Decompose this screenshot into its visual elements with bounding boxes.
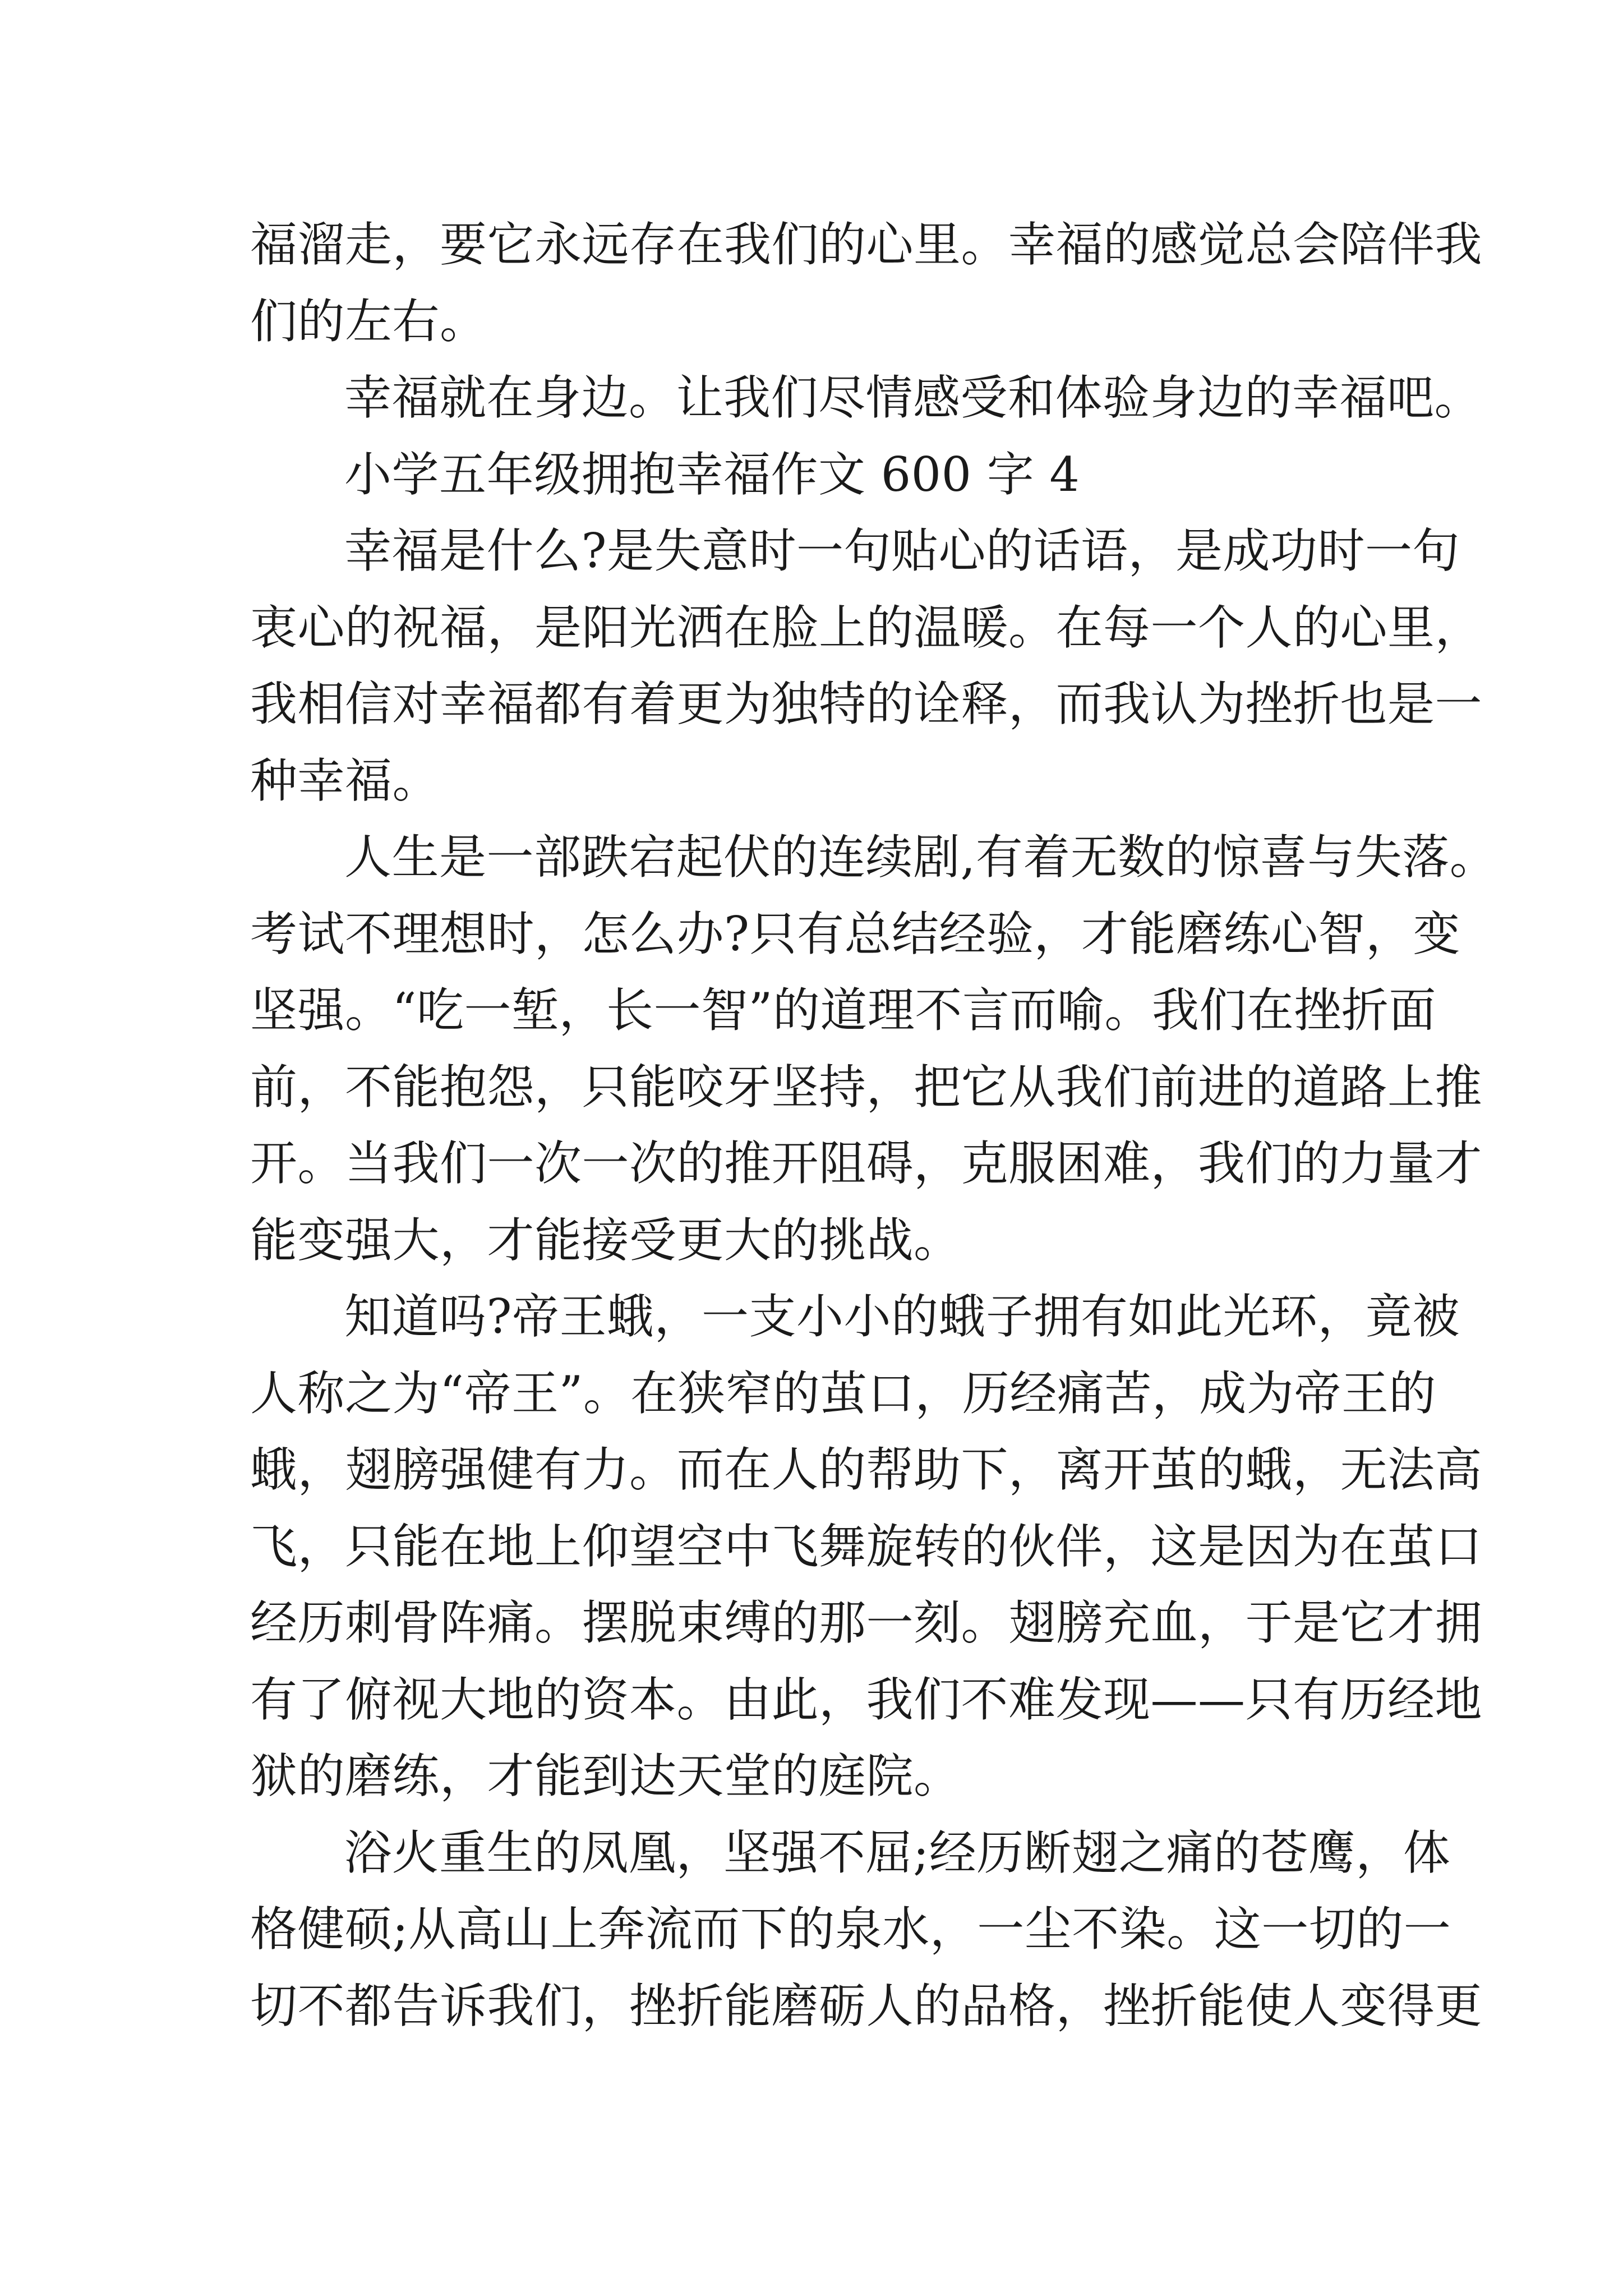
paragraph-line: 幸福是什么?是失意时一句贴心的话语，是成功时一句	[344, 523, 1460, 578]
text-line: 们的左右。	[250, 293, 487, 349]
text-line: 福溜走，要它永远存在我们的心里。幸福的感觉总会陪伴我	[250, 217, 1483, 272]
text-line: 种幸福。	[250, 753, 440, 808]
paragraph-line: 浴火重生的凤凰，坚强不屈;经历断翅之痛的苍鹰，体	[344, 1825, 1451, 1880]
text-line: 人称之为“帝王”。在狭窄的茧口，历经痛苦，成为帝王的	[250, 1365, 1436, 1421]
text-line: 飞，只能在地上仰望空中飞舞旋转的伙伴，这是因为在茧口	[250, 1519, 1483, 1574]
text-line: 能变强大，才能接受更大的挑战。	[250, 1212, 961, 1268]
text-line: 切不都告诉我们，挫折能磨砺人的品格，挫折能使人变得更	[250, 1978, 1483, 2033]
text-line: 考试不理想时，怎么办?只有总结经验，才能磨练心智，变	[250, 906, 1461, 961]
text-line: 前，不能抱怨，只能咬牙坚持，把它从我们前进的道路上推	[250, 1059, 1483, 1115]
paragraph-line: 幸福就在身边。让我们尽情感受和体验身边的幸福吧。	[344, 370, 1482, 425]
text-line: 我相信对幸福都有着更为独特的诠释，而我认为挫折也是一	[250, 677, 1483, 731]
text-line: 狱的磨练，才能到达天堂的庭院。	[250, 1749, 961, 1803]
text-line: 有了俯视大地的资本。由此，我们不难发现——只有历经地	[250, 1672, 1483, 1727]
text-line: 衷心的祝福，是阳光洒在脸上的温暖。在每一个人的心里，	[250, 600, 1483, 655]
text-line: 格健硕;从高山上奔流而下的泉水，一尘不染。这一切的一	[250, 1902, 1451, 1957]
text-line: 经历刺骨阵痛。摆脱束缚的那一刻。翅膀充血，于是它才拥	[250, 1595, 1483, 1650]
paragraph-line: 人生是一部跌宕起伏的连续剧,有着无数的惊喜与失落。	[344, 830, 1497, 885]
paragraph-line: 知道吗?帝王蛾，一支小小的蛾子拥有如此光环，竟被	[344, 1289, 1460, 1344]
text-line: 开。当我们一次一次的推开阻碍，克服困难，我们的力量才	[250, 1136, 1483, 1191]
text-line: 蛾，翅膀强健有力。而在人的帮助下，离开茧的蛾，无法高	[250, 1442, 1483, 1497]
section-heading: 小学五年级拥抱幸福作文 600 字 4	[344, 447, 1080, 502]
text-line: 坚强。“吃一堑，长一智”的道理不言而喻。我们在挫折面	[250, 983, 1436, 1038]
document-body	[250, 206, 1497, 2044]
